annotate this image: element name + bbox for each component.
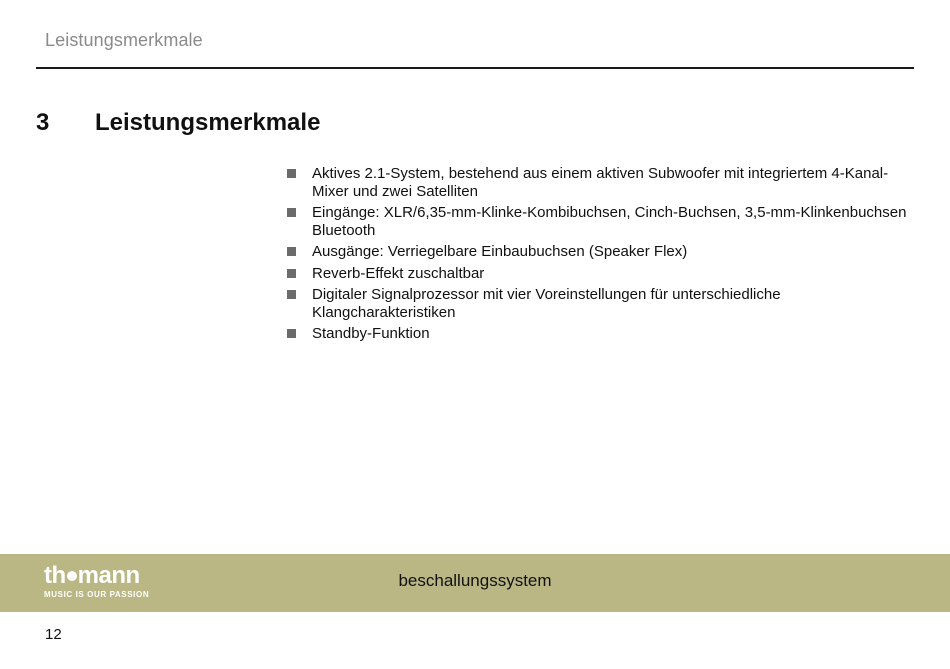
feature-text: Aktives 2.1-System, bestehend aus einem aktiven Subwoofer mit integriertem 4-Kanal-Mixer und zwei Satelliten xyxy=(312,165,889,200)
logo-suffix: mann xyxy=(77,562,140,589)
running-header: Leistungsmerkmale xyxy=(45,30,203,50)
feature-item xyxy=(286,243,911,261)
chapter-heading xyxy=(36,109,320,137)
feature-text: Digitaler Signalprozessor mit vier Voreinstellungen für unterschiedliche Klangcharakteristiken xyxy=(312,286,781,321)
feature-text: Ausgänge: Verriegelbare Einbaubuchsen (Speaker Flex) xyxy=(312,243,688,260)
square-bullet-icon xyxy=(287,329,296,338)
feature-item xyxy=(286,325,911,343)
feature-item xyxy=(286,286,911,321)
square-bullet-icon xyxy=(287,269,296,278)
feature-list xyxy=(286,165,911,347)
square-bullet-icon xyxy=(287,169,296,178)
square-bullet-icon xyxy=(287,290,296,299)
chapter-number: 3 xyxy=(36,109,50,136)
square-bullet-icon xyxy=(287,208,296,217)
feature-text: Reverb-Effekt zuschaltbar xyxy=(312,264,485,282)
page-number: 12 xyxy=(45,626,62,643)
feature-text: Standby-Funktion xyxy=(312,325,430,342)
feature-item xyxy=(286,165,911,200)
chapter-title: Leistungsmerkmale xyxy=(95,109,321,136)
product-name: beschallungssystem xyxy=(398,571,552,590)
logo-prefix: th xyxy=(44,562,66,589)
logo-tagline: MUSIC IS OUR PASSION xyxy=(44,590,150,599)
feature-text: Eingänge: XLR/6,35-mm-Klinke-Kombibuchsen, Cinch-Buchsen, 3,5-mm-Klinkenbuchsen Bluetooth xyxy=(312,204,907,239)
header-divider xyxy=(36,67,914,69)
square-bullet-icon xyxy=(287,247,296,256)
feature-item xyxy=(286,265,911,283)
feature-item xyxy=(286,204,911,239)
footer-band xyxy=(0,554,950,612)
